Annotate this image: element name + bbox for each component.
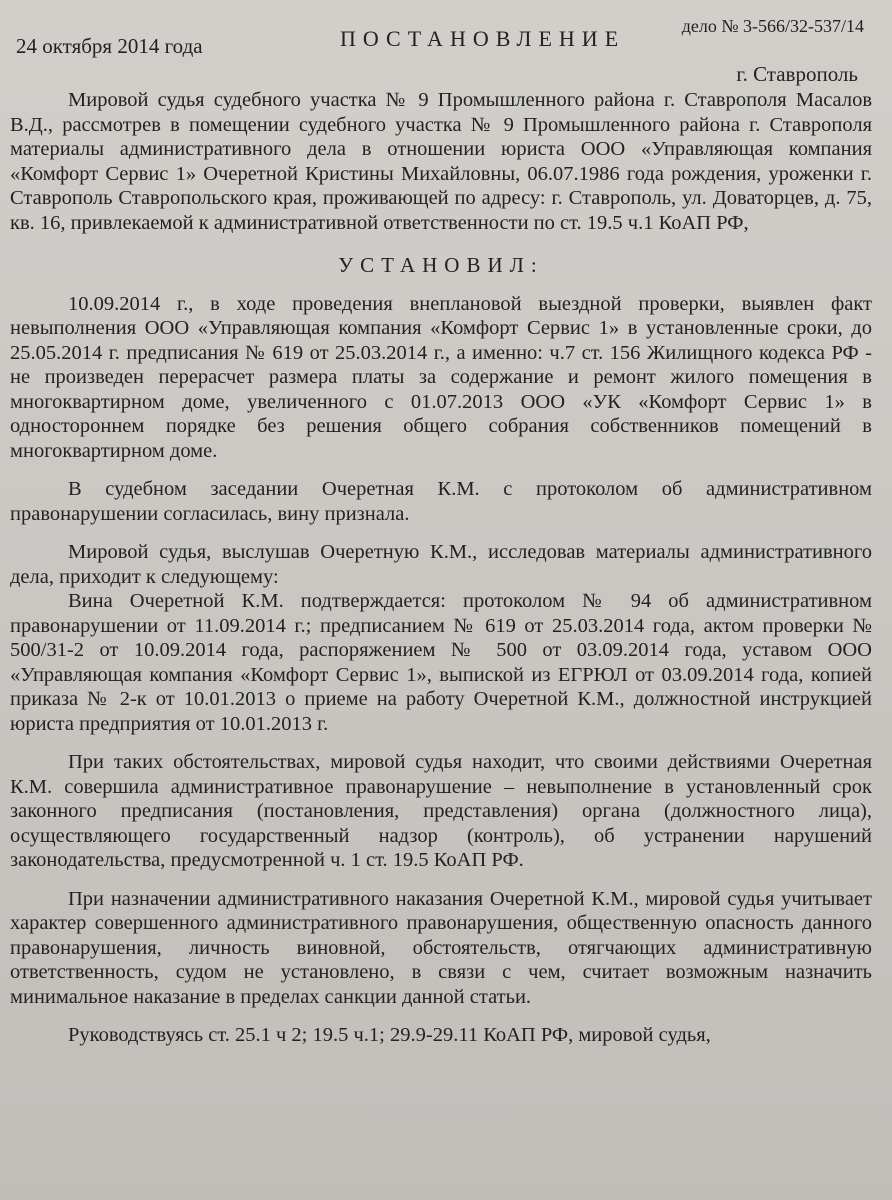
paragraph-4: Вина Очеретной К.М. подтверждается: протоколом № 94 об административном правонарушении от 11.09.2014 г.; предписанием № 619 от 25.03.2014 года, актом проверки № 500/31-2 от 10.09.2014 года, распоряжением № 500 от 03.09.2014 года, уставом ООО «Управляющая компания «Комфорт Сервис 1», выпиской из ЕГРЮЛ от 03.09.2014 года, копией приказа № 2-к от 10.01.2013 о приеме на работу Очеретной К.М., должностной инструкцией юриста предприятия от 10.01.2013 г. (10, 590, 872, 735)
paragraph-1: 10.09.2014 г., в ходе проведения внеплановой выездной проверки, выявлен факт невыполнения ООО «Управляющая компания «Комфорт Сервис 1» в установленные сроки, до 25.05.2014 г. предписания № 619 от 25.03.2014 г., а именно: ч.7 ст. 156 Жилищного кодекса РФ - не произведен перерасчет размера платы за содержание и ремонт жилого помещения в многоквартирном доме, увеличенного с 01.07.2013 ООО «УК «Комфорт Сервис 1» в одностороннем порядке без решения общего собрания собственников помещений в многоквартирном доме. (10, 292, 872, 462)
paragraph-3: Мировой судья, выслушав Очеретную К.М., исследовав материалы административного дела, приходит к следующему: (10, 541, 872, 588)
paragraph-2: В судебном заседании Очеретная К.М. с протоколом об административном правонарушении согласилась, вину признала. (10, 478, 872, 525)
intro-paragraph: Мировой судья судебного участка № 9 Промышленного района г. Ставрополя Масалов В.Д., рассмотрев в помещении судебного участка № 9 Промышленного района г. Ставрополя материалы административного дела в отношении юриста ООО «Управляющая компания «Комфорт Сервис 1» Очеретной Кристины Михайловны, 06.07.1986 года рождения, уроженки г. Ставрополь Ставропольского края, проживающей по адресу: г. Ставрополь, ул. Доваторцев, д. 75, кв. 16, привлекаемой к административной ответственности по ст. 19.5 ч.1 КоАП РФ, (10, 89, 872, 234)
paragraph-7: Руководствуясь ст. 25.1 ч 2; 19.5 ч.1; 29.9-29.11 КоАП РФ, мировой судья, (68, 1024, 711, 1046)
document-header (0, 0, 892, 92)
paragraph-5: При таких обстоятельствах, мировой судья находит, что своими действиями Очеретная К.М. совершила административное правонарушение – невыполнение в установленный срок законного предписания (постановления, представления) органа (должностного лица), осуществляющего государственный надзор (контроль), об устранении нарушений законодательства, предусмотренной ч. 1 ст. 19.5 КоАП РФ. (10, 751, 872, 871)
case-number: дело № 3-566/32-537/14 (681, 16, 864, 36)
document-title: ПОСТАНОВЛЕНИЕ (340, 26, 626, 51)
document-body (10, 88, 872, 1048)
document-date: 24 октября 2014 года (16, 34, 203, 58)
document-city: г. Ставрополь (736, 62, 858, 86)
paragraph-6: При назначении административного наказания Очеретной К.М., мировой судья учитывает характер совершенного административного правонарушения, общественную опасность данного правонарушения, личность виновной, обстоятельств, отягчающих административную ответственность, судом не установлено, в связи с чем, считает возможным назначить минимальное наказание в пределах санкции данной статьи. (10, 887, 872, 1008)
established-heading: УСТАНОВИЛ: (338, 253, 544, 277)
